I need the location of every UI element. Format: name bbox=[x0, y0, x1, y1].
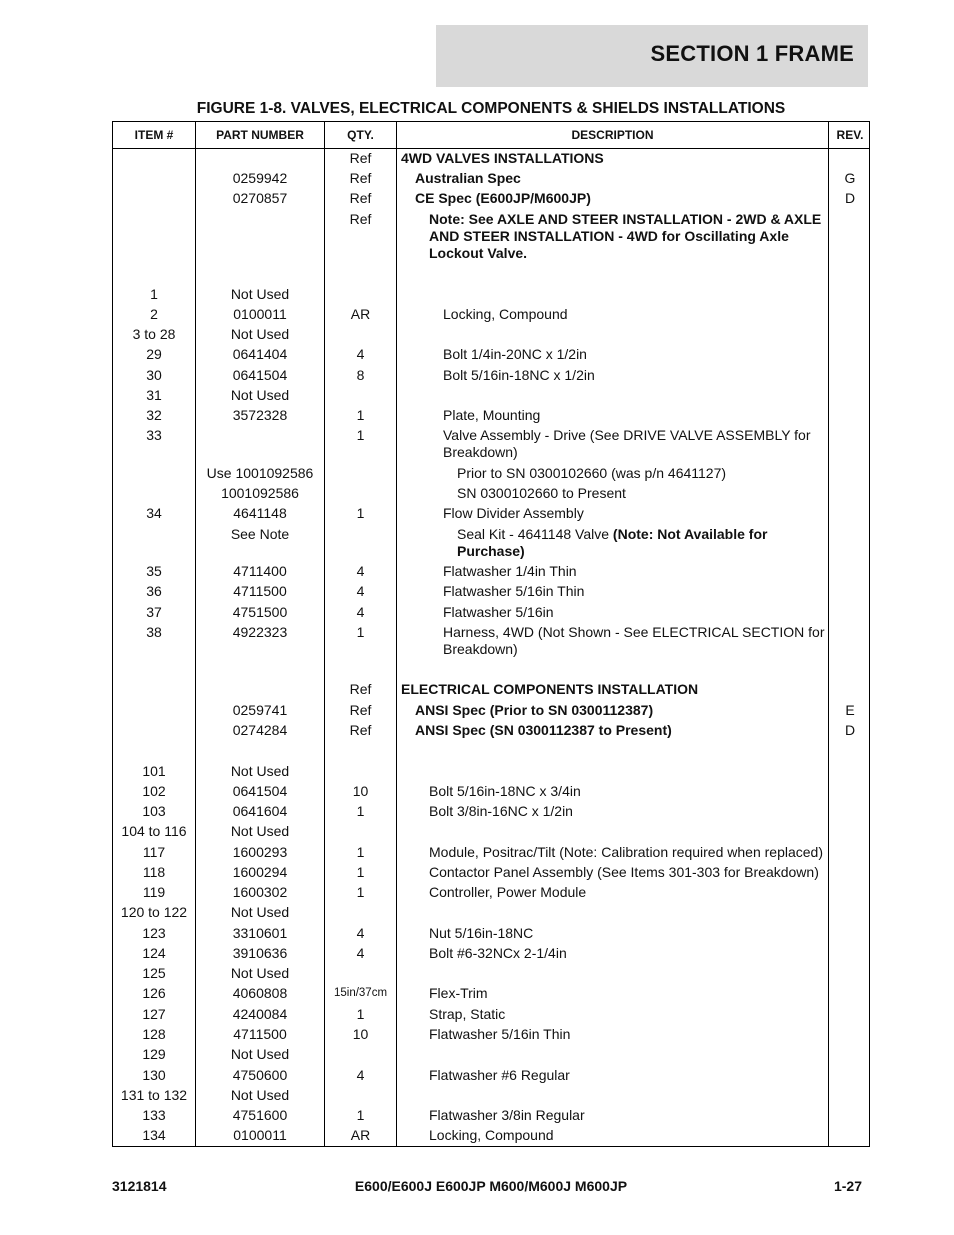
part-number-cell: 4240084 bbox=[232, 1006, 288, 1022]
description-cell bbox=[397, 367, 829, 384]
description-cell bbox=[397, 306, 829, 323]
item-number-cell: 120 to 122 bbox=[120, 904, 188, 920]
description-cell bbox=[397, 526, 829, 560]
header-part-number: PART NUMBER bbox=[216, 128, 304, 142]
part-number-cell: Not Used bbox=[230, 1087, 290, 1103]
description-text: Prior to SN 0300102660 (was p/n 4641127) bbox=[457, 465, 727, 481]
description-cell bbox=[397, 844, 829, 861]
part-number-cell: 4751500 bbox=[232, 604, 288, 620]
page-footer bbox=[112, 1178, 870, 1198]
part-number-cell: 0641404 bbox=[232, 346, 288, 362]
item-number-cell: 133 bbox=[142, 1107, 166, 1123]
revision-cell: E bbox=[845, 702, 855, 718]
revision-cell: D bbox=[844, 722, 856, 738]
description-cell bbox=[397, 150, 829, 167]
part-number-cell: Not Used bbox=[230, 904, 290, 920]
qty-cell: 1 bbox=[356, 1107, 365, 1123]
parts-table bbox=[112, 121, 870, 1147]
description-text: Valve Assembly - Drive (See DRIVE VALVE ASSEMBLY for Breakdown) bbox=[443, 427, 811, 460]
qty-cell: Ref bbox=[349, 681, 372, 697]
part-number-cell: 4750600 bbox=[232, 1067, 288, 1083]
item-number-cell: 103 bbox=[142, 803, 166, 819]
part-number-cell: 1001092586 bbox=[221, 485, 299, 501]
description-note: (Note: Not Available for Purchase) bbox=[457, 526, 768, 559]
description-cell bbox=[397, 1067, 829, 1084]
description-text: Australian Spec bbox=[415, 170, 521, 186]
item-number-cell: 29 bbox=[146, 346, 162, 362]
part-number-cell: 0641604 bbox=[232, 803, 288, 819]
qty-cell: 1 bbox=[356, 844, 365, 860]
qty-cell: 4 bbox=[356, 1067, 365, 1083]
item-number-cell: 37 bbox=[146, 604, 162, 620]
description-text: Plate, Mounting bbox=[443, 407, 541, 423]
qty-cell: 10 bbox=[352, 783, 369, 799]
figure-title: FIGURE 1-8. VALVES, ELECTRICAL COMPONENTS & SHIELDS INSTALLATIONS bbox=[196, 100, 786, 117]
description-cell bbox=[397, 465, 829, 482]
revision-cell: G bbox=[844, 170, 856, 186]
description-text: ANSI Spec (Prior to SN 0300112387) bbox=[415, 702, 654, 718]
description-text: Note: See AXLE AND STEER INSTALLATION - 2WD & AXLE AND STEER INSTALLATION - 4WD for Oscillating Axle Lockout Valve. bbox=[429, 211, 822, 261]
header-item: ITEM # bbox=[134, 128, 174, 142]
qty-cell: Ref bbox=[349, 170, 372, 186]
description-cell bbox=[397, 985, 829, 1002]
description-cell bbox=[397, 190, 829, 207]
part-number-cell: 4922323 bbox=[232, 624, 288, 640]
description-text: Flatwasher 1/4in Thin bbox=[443, 563, 577, 579]
part-number-cell: Not Used bbox=[230, 965, 290, 981]
part-number-cell: 3572328 bbox=[232, 407, 288, 423]
item-number-cell: 2 bbox=[150, 306, 158, 322]
part-number-cell: 1600302 bbox=[232, 884, 288, 900]
part-number-cell: 0100011 bbox=[233, 306, 287, 322]
description-text: Module, Positrac/Tilt (Note: Calibration required when replaced) bbox=[429, 844, 823, 860]
part-number-cell: Not Used bbox=[230, 1046, 290, 1062]
description-cell bbox=[397, 783, 829, 800]
part-number-cell: Not Used bbox=[230, 823, 290, 839]
item-number-cell: 119 bbox=[142, 884, 166, 900]
part-number-cell: Not Used bbox=[230, 286, 290, 302]
description-text: Seal Kit - 4641148 Valve bbox=[457, 526, 613, 542]
part-number-cell: 0259942 bbox=[232, 170, 288, 186]
description-text: Flatwasher #6 Regular bbox=[429, 1067, 570, 1083]
part-number-cell: 0274284 bbox=[232, 722, 288, 738]
description-cell bbox=[397, 864, 829, 881]
description-text: Flatwasher 5/16in bbox=[443, 604, 554, 620]
part-number-cell: 4751600 bbox=[232, 1107, 288, 1123]
description-text: Flow Divider Assembly bbox=[443, 505, 584, 521]
description-cell bbox=[397, 505, 829, 522]
description-text: Flex-Trim bbox=[429, 985, 488, 1001]
part-number-cell: See Note bbox=[230, 526, 290, 542]
part-number-cell: Use 1001092586 bbox=[206, 465, 314, 481]
description-text: SN 0300102660 to Present bbox=[457, 485, 626, 501]
description-cell bbox=[397, 1127, 829, 1144]
part-number-cell: 0270857 bbox=[232, 190, 288, 206]
qty-cell: 1 bbox=[356, 407, 365, 423]
description-text: Bolt 3/8in-16NC x 1/2in bbox=[429, 803, 573, 819]
part-number-cell: 1600293 bbox=[232, 844, 288, 860]
description-text: Flatwasher 5/16in Thin bbox=[429, 1026, 571, 1042]
qty-cell: 1 bbox=[356, 884, 365, 900]
qty-cell: AR bbox=[350, 306, 371, 322]
description-cell bbox=[397, 485, 829, 502]
qty-cell: 4 bbox=[356, 604, 365, 620]
qty-cell: Ref bbox=[349, 211, 372, 227]
qty-cell: Ref bbox=[349, 702, 372, 718]
qty-cell: 1 bbox=[356, 803, 365, 819]
part-number-cell: Not Used bbox=[230, 763, 290, 779]
qty-cell: 4 bbox=[356, 563, 365, 579]
qty-cell: 4 bbox=[356, 925, 365, 941]
qty-cell: 15in/37cm bbox=[333, 987, 388, 999]
description-text: Contactor Panel Assembly (See Items 301-303 for Breakdown) bbox=[429, 864, 819, 880]
part-number-cell: 4711400 bbox=[233, 563, 287, 579]
description-text: ANSI Spec (SN 0300112387 to Present) bbox=[415, 722, 672, 738]
item-number-cell: 127 bbox=[142, 1006, 166, 1022]
description-cell bbox=[397, 211, 829, 262]
item-number-cell: 104 to 116 bbox=[121, 823, 187, 839]
description-cell bbox=[397, 407, 829, 424]
description-cell bbox=[397, 624, 829, 658]
footer-models: E600/E600J E600JP M600/M600J M600JP bbox=[354, 1178, 628, 1194]
part-number-cell: 1600294 bbox=[232, 864, 288, 880]
item-number-cell: 128 bbox=[142, 1026, 166, 1042]
description-text: Flatwasher 3/8in Regular bbox=[429, 1107, 585, 1123]
item-number-cell: 3 to 28 bbox=[132, 326, 176, 342]
footer-doc-number: 3121814 bbox=[112, 1178, 167, 1194]
part-number-cell: 4060808 bbox=[232, 985, 288, 1001]
part-number-cell: 0641504 bbox=[232, 367, 288, 383]
item-number-cell: 36 bbox=[146, 583, 162, 599]
revision-cell: D bbox=[844, 190, 856, 206]
item-number-cell: 31 bbox=[146, 387, 162, 403]
part-number-cell: 0100011 bbox=[233, 1127, 287, 1143]
section-title: SECTION 1 FRAME bbox=[650, 41, 854, 66]
description-text: 4WD VALVES INSTALLATIONS bbox=[401, 150, 604, 166]
section-header bbox=[436, 25, 868, 87]
description-cell bbox=[397, 427, 829, 461]
item-number-cell: 38 bbox=[146, 624, 162, 640]
description-cell bbox=[397, 925, 829, 942]
description-text: Bolt 5/16in-18NC x 1/2in bbox=[443, 367, 595, 383]
qty-cell: 4 bbox=[356, 583, 365, 599]
header-description: DESCRIPTION bbox=[571, 128, 654, 142]
qty-cell: Ref bbox=[349, 150, 372, 166]
description-text: Locking, Compound bbox=[429, 1127, 554, 1143]
item-number-cell: 134 bbox=[142, 1127, 166, 1143]
description-cell bbox=[397, 583, 829, 600]
description-cell bbox=[397, 681, 829, 698]
header-rev: REV. bbox=[836, 128, 864, 142]
item-number-cell: 101 bbox=[142, 763, 166, 779]
description-text: ELECTRICAL COMPONENTS INSTALLATION bbox=[401, 681, 699, 697]
footer-page-number: 1-27 bbox=[833, 1178, 862, 1194]
description-cell bbox=[397, 1107, 829, 1124]
description-cell bbox=[397, 884, 829, 901]
item-number-cell: 30 bbox=[146, 367, 162, 383]
qty-cell: 4 bbox=[356, 346, 365, 362]
qty-cell: 1 bbox=[356, 1006, 365, 1022]
qty-cell: 10 bbox=[352, 1026, 369, 1042]
part-number-cell: 4641148 bbox=[233, 505, 287, 521]
qty-cell: Ref bbox=[349, 190, 372, 206]
part-number-cell: Not Used bbox=[230, 326, 290, 342]
qty-cell: 1 bbox=[356, 427, 365, 443]
description-text: CE Spec (E600JP/M600JP) bbox=[415, 190, 591, 206]
description-text: Nut 5/16in-18NC bbox=[429, 925, 534, 941]
qty-cell: Ref bbox=[349, 722, 372, 738]
description-text: Harness, 4WD (Not Shown - See ELECTRICAL SECTION for Breakdown) bbox=[443, 624, 825, 657]
item-number-cell: 32 bbox=[146, 407, 162, 423]
qty-cell: AR bbox=[350, 1127, 371, 1143]
item-number-cell: 123 bbox=[142, 925, 166, 941]
item-number-cell: 126 bbox=[142, 985, 166, 1001]
description-text: Locking, Compound bbox=[443, 306, 568, 322]
description-text: Strap, Static bbox=[429, 1006, 506, 1022]
description-cell bbox=[397, 604, 829, 621]
item-number-cell: 35 bbox=[146, 563, 162, 579]
qty-cell: 1 bbox=[356, 624, 365, 640]
item-number-cell: 125 bbox=[142, 965, 166, 981]
description-text: Flatwasher 5/16in Thin bbox=[443, 583, 585, 599]
qty-cell: 8 bbox=[356, 367, 365, 383]
item-number-cell: 130 bbox=[142, 1067, 166, 1083]
part-number-cell: 4711500 bbox=[233, 1026, 287, 1042]
qty-cell: 4 bbox=[356, 945, 365, 961]
item-number-cell: 129 bbox=[142, 1046, 166, 1062]
part-number-cell: 3910636 bbox=[232, 945, 288, 961]
header-divider bbox=[113, 148, 869, 149]
description-cell bbox=[397, 563, 829, 580]
part-number-cell: 0641504 bbox=[232, 783, 288, 799]
description-text: Controller, Power Module bbox=[429, 884, 587, 900]
part-number-cell: 4711500 bbox=[233, 583, 287, 599]
description-text: Bolt 1/4in-20NC x 1/2in bbox=[443, 346, 587, 362]
item-number-cell: 102 bbox=[142, 783, 166, 799]
description-text: Bolt 5/16in-18NC x 3/4in bbox=[429, 783, 581, 799]
description-cell bbox=[397, 945, 829, 962]
item-number-cell: 124 bbox=[142, 945, 166, 961]
description-cell bbox=[397, 702, 829, 719]
qty-cell: 1 bbox=[356, 864, 365, 880]
item-number-cell: 34 bbox=[146, 505, 162, 521]
item-number-cell: 33 bbox=[146, 427, 162, 443]
qty-cell: 1 bbox=[356, 505, 365, 521]
part-number-cell: 3310601 bbox=[232, 925, 288, 941]
header-qty: QTY. bbox=[347, 128, 374, 142]
description-cell bbox=[397, 346, 829, 363]
part-number-cell: 0259741 bbox=[232, 702, 288, 718]
item-number-cell: 131 to 132 bbox=[120, 1087, 188, 1103]
description-cell bbox=[397, 803, 829, 820]
item-number-cell: 1 bbox=[150, 286, 158, 302]
description-cell bbox=[397, 1006, 829, 1023]
item-number-cell: 118 bbox=[142, 864, 166, 880]
part-number-cell: Not Used bbox=[230, 387, 290, 403]
description-text: Bolt #6-32NCx 2-1/4in bbox=[429, 945, 567, 961]
description-cell bbox=[397, 722, 829, 739]
item-number-cell: 117 bbox=[142, 844, 166, 860]
description-cell bbox=[397, 1026, 829, 1043]
description-cell bbox=[397, 170, 829, 187]
